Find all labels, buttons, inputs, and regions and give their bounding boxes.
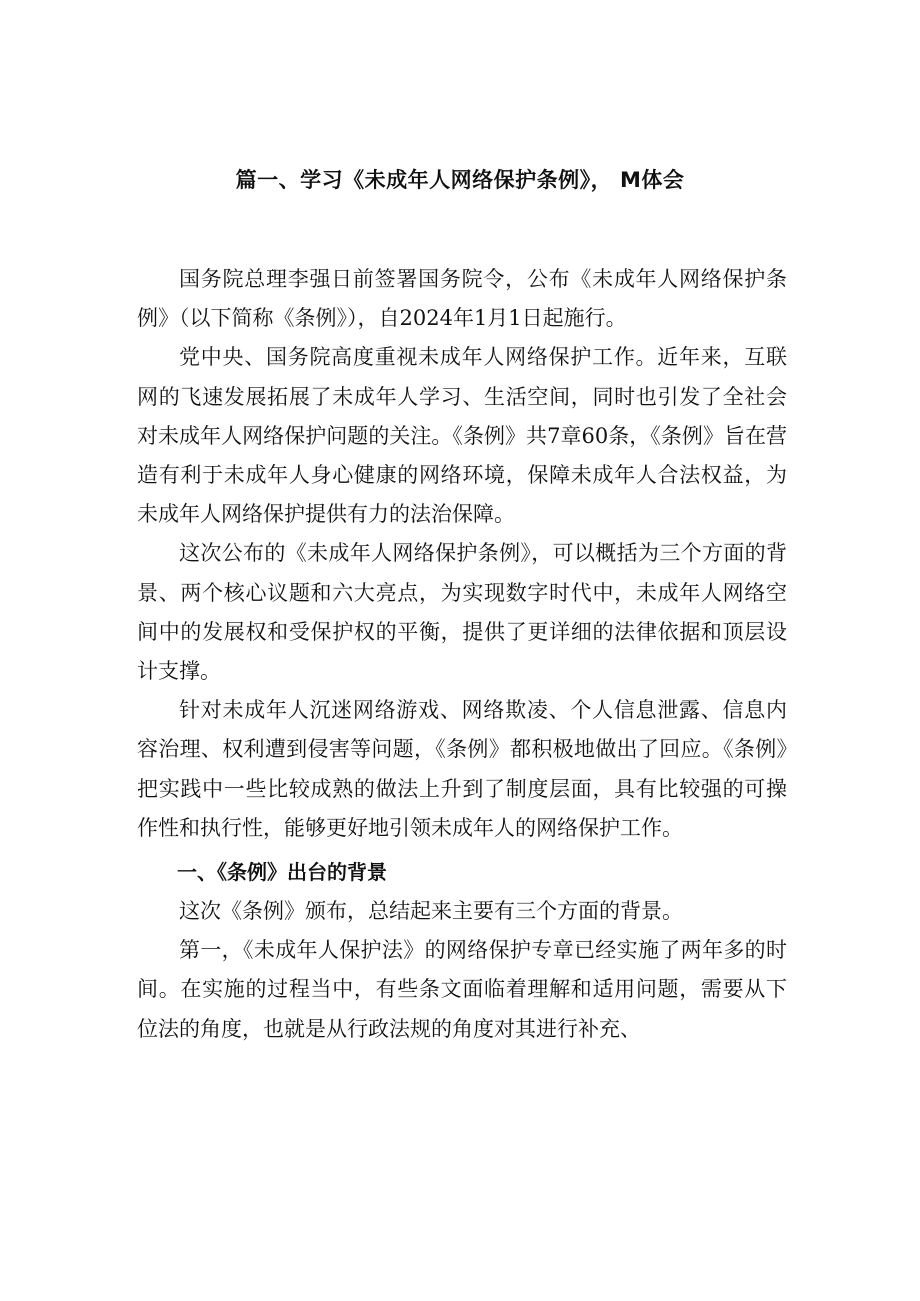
section-paragraph-1: 这次《条例》颁布，总结起来主要有三个方面的背景。 <box>179 899 683 924</box>
paragraph-4: 针对未成年人沉迷网络游戏、网络欺凌、个人信息泄露、信息内容治理、权利遭到侵害等问题，《条例》都积极地做出了回应。《条例》把实践中一些比较成熟的做法上升到了制度层面，具有比较强的可操作性和执行性，能够更好地引领未成年人的网络保护工作。 <box>137 698 787 840</box>
document-body <box>137 260 787 1049</box>
paragraph-1: 国务院总理李强日前签署国务院令，公布《未成年人网络保护条例》（以下简称《条例》），自2024年1月1日起施行。 <box>137 267 787 331</box>
paragraph-3: 这次公布的《未成年人网络保护条例》，可以概括为三个方面的背景、两个核心议题和六大亮点，为实现数字时代中，未成年人网络空间中的发展权和受保护权的平衡，提供了更详细的法律依据和顶层设计支撑。 <box>137 541 787 684</box>
paragraph-2: 党中央、国务院高度重视未成年人网络保护工作。近年来，互联网的飞速发展拓展了未成年人学习、生活空间，同时也引发了全社会对未成年人网络保护问题的关注。《条例》共7章60条，《条例》旨在营造有利于未成年人身心健康的网络环境，保障未成年人合法权益，为未成年人网络保护提供有力的法治保障。 <box>137 345 787 527</box>
document-title: 篇一、学习《未成年人网络保护条例》， M体会 <box>235 168 685 192</box>
section-heading: 一、《条例》出台的背景 <box>177 860 387 885</box>
section-paragraph-2: 第一，《未成年人保护法》的网络保护专章已经实施了两年多的时间。在实施的过程当中，有些条文面临着理解和适用问题，需要从下位法的角度，也就是从行政法规的角度对其进行补充、 <box>137 938 787 1041</box>
